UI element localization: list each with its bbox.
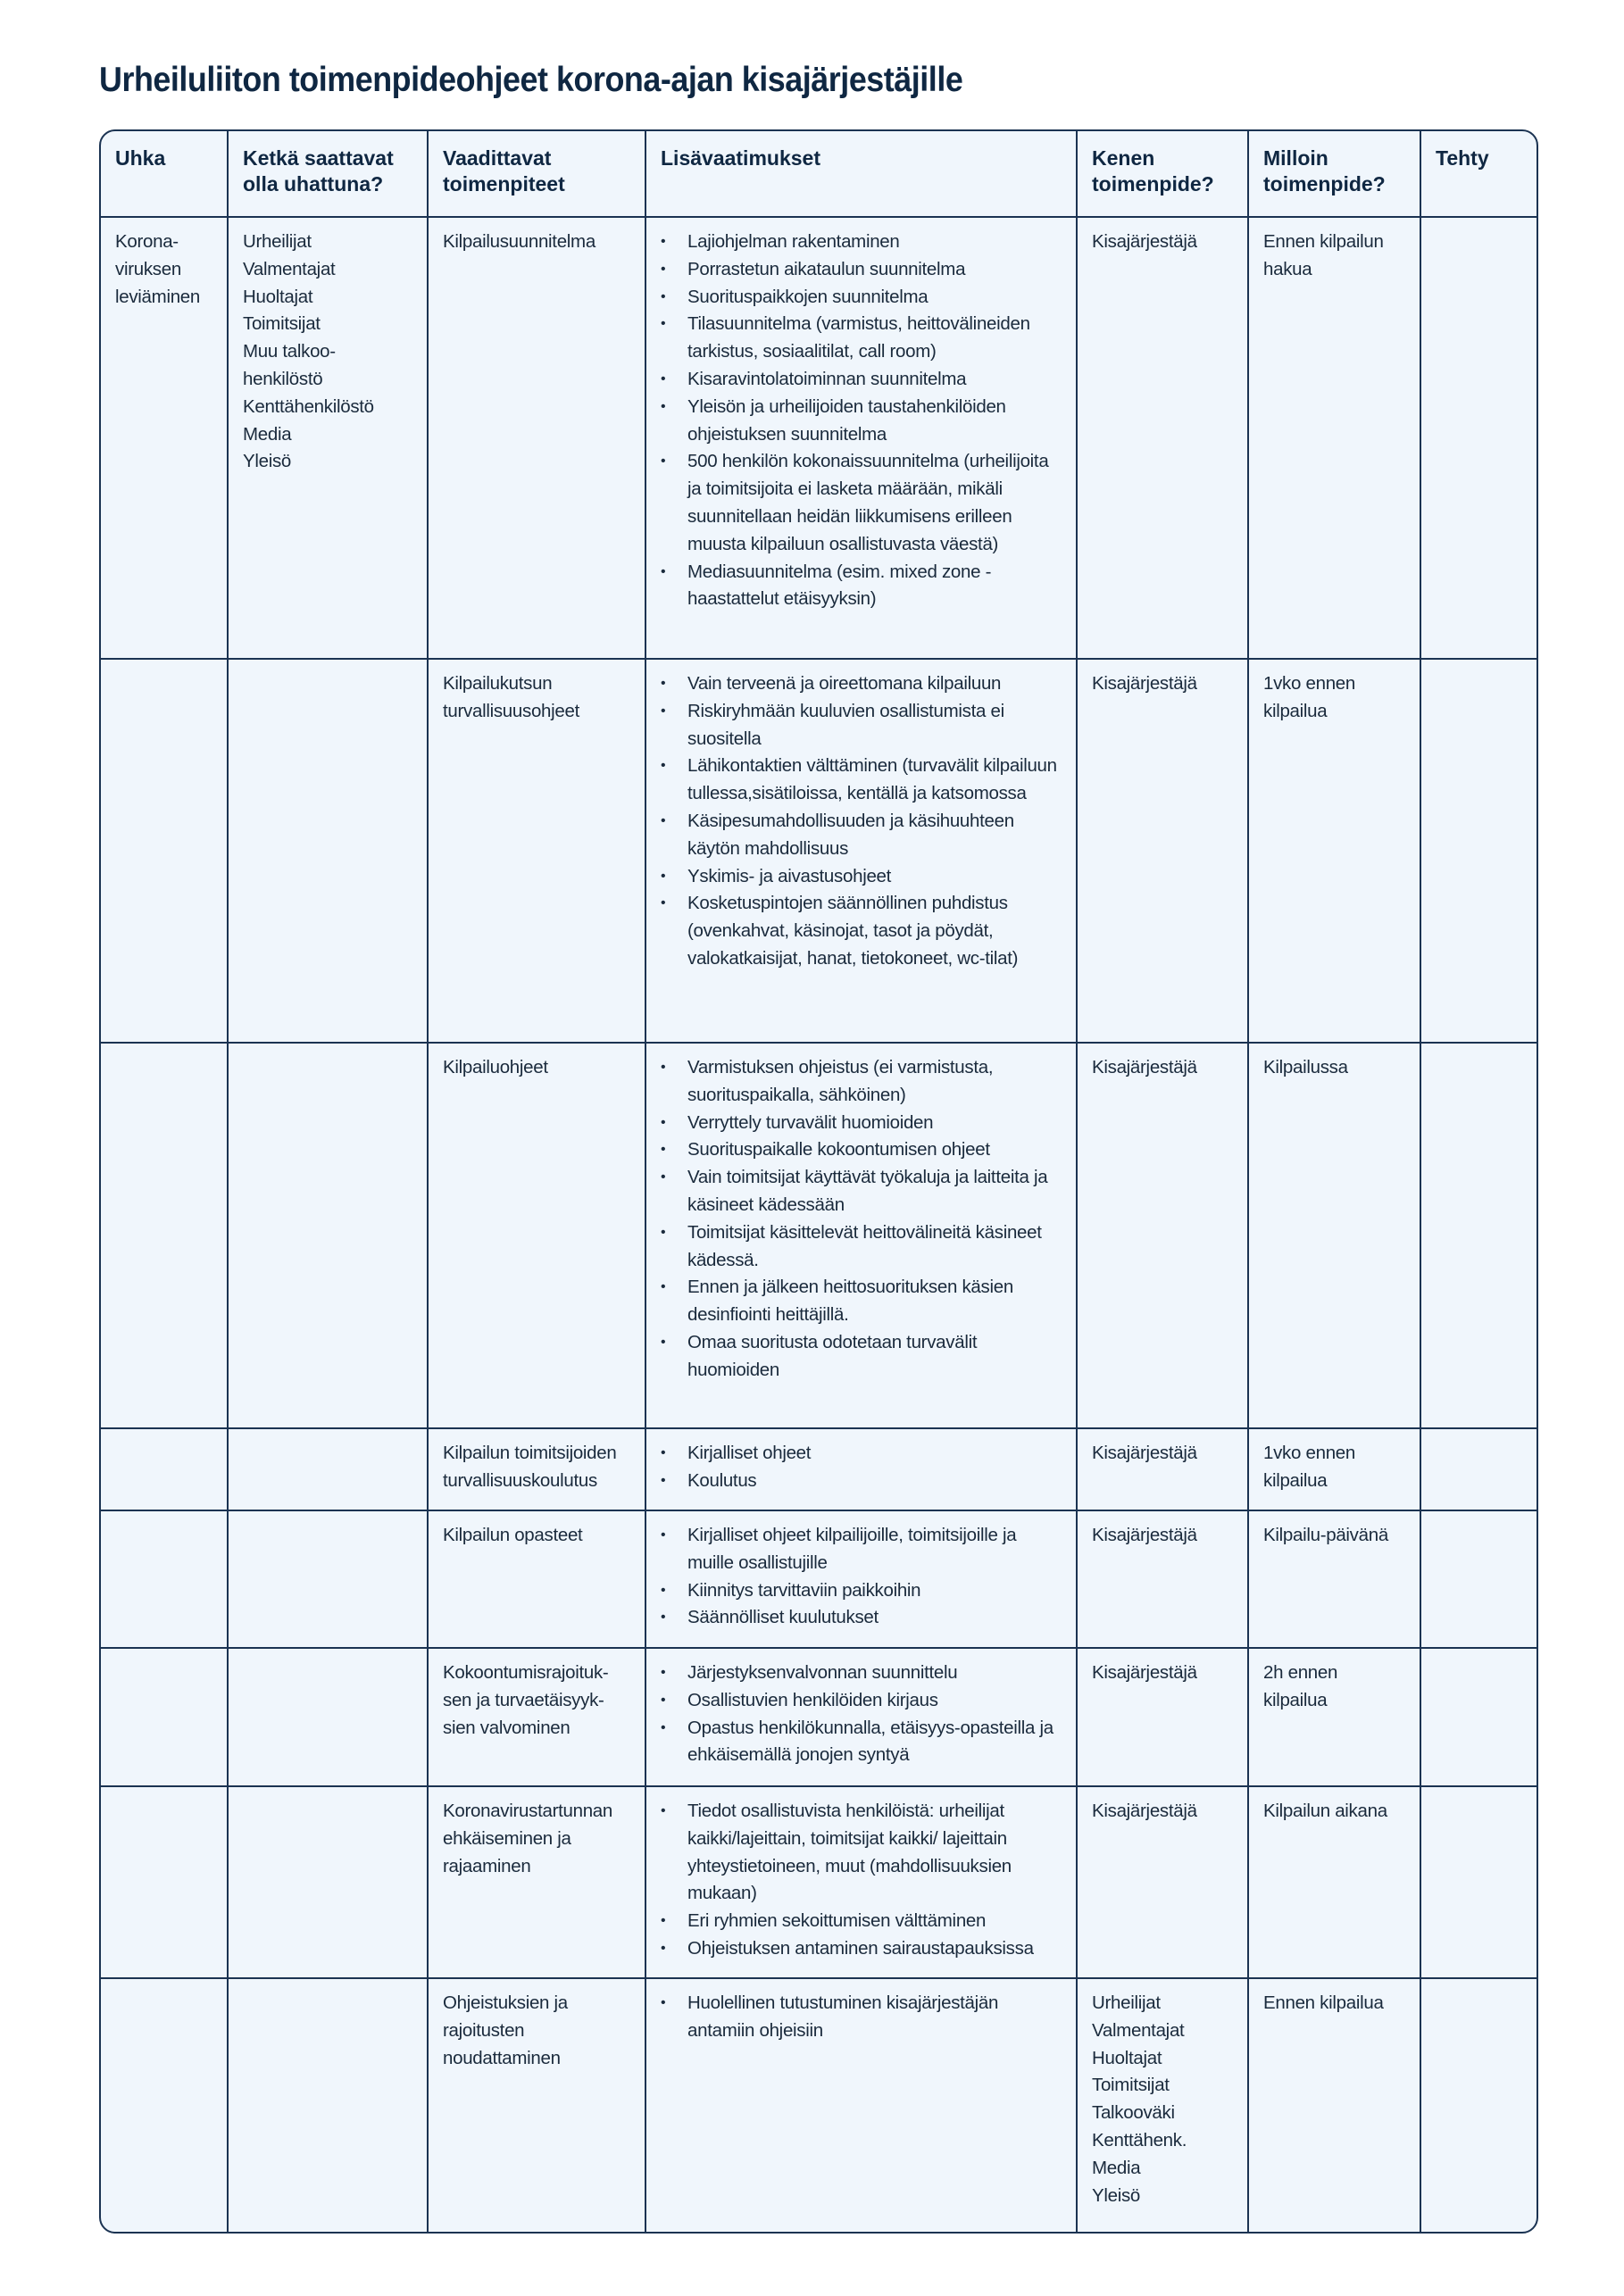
cell-who	[1077, 659, 1248, 1043]
requirement-item: • Eri ryhmien sekoittumisen välttäminen	[687, 1908, 1062, 1935]
cell-who	[1077, 1043, 1248, 1428]
requirement-item: • Järjestyksenvalvonnan suunnittelu	[687, 1660, 1062, 1687]
cell-when	[1248, 1786, 1420, 1978]
column-header-threat: Uhka	[101, 131, 228, 217]
requirement-item: • Yskimis- ja aivastusohjeet	[687, 863, 1062, 891]
cell-line: Kisajärjestäjä	[1092, 1662, 1197, 1683]
cell-threat	[101, 1786, 228, 1978]
cell-threat	[101, 1510, 228, 1648]
requirement-item: • Käsipesumahdollisuuden ja käsihuuhteen käytön mahdollisuus	[687, 808, 1062, 863]
requirement-item: • Riskiryhmään kuuluvien osallistumista ei suositella	[687, 698, 1062, 753]
cell-threat	[101, 1043, 228, 1428]
cell-at-risk	[228, 1510, 428, 1648]
table-row	[101, 1428, 1538, 1510]
cell-who	[1077, 1648, 1248, 1786]
cell-threat	[101, 1428, 228, 1510]
cell-line: Yleisö	[243, 451, 292, 472]
table-row	[101, 659, 1538, 1043]
cell-line: Toimitsijat	[1092, 2075, 1170, 2096]
cell-when	[1248, 1043, 1420, 1428]
cell-done	[1420, 1428, 1538, 1510]
cell-at-risk	[228, 1648, 428, 1786]
cell-requirements	[645, 217, 1077, 659]
table-row	[101, 1978, 1538, 2232]
cell-threat	[101, 1648, 228, 1786]
requirement-item: • Lähikontaktien välttäminen (turvavälit kilpailuun tullessa,sisätiloissa, kentällä ja katsomossa	[687, 753, 1062, 808]
cell-line: Kisajärjestäjä	[1092, 1443, 1197, 1463]
requirement-item: • Kiinnitys tarvittaviin paikkoihin	[687, 1577, 1062, 1605]
cell-done	[1420, 217, 1538, 659]
cell-at-risk	[228, 1043, 428, 1428]
requirements-list	[661, 1522, 1062, 1632]
table-row	[101, 1510, 1538, 1648]
table-row	[101, 1043, 1538, 1428]
page-title: Urheiluliiton toimenpideohjeet korona-ajan kisajärjestäjille	[99, 61, 963, 99]
cell-line: Huoltajat	[243, 286, 313, 307]
cell-line: Media	[243, 423, 292, 445]
requirement-item: • Opastus henkilökunnalla, etäisyys-opasteilla ja ehkäisemällä jonojen syntyä	[687, 1715, 1062, 1770]
requirement-item: • Ohjeistuksen antaminen sairaustapauksissa	[687, 1935, 1062, 1963]
requirement-item: • Suorituspaikalle kokoontumisen ohjeet	[687, 1136, 1062, 1164]
cell-line: Urheilijat	[1092, 1992, 1161, 2013]
cell-at-risk	[228, 659, 428, 1043]
cell-when	[1248, 1978, 1420, 2232]
cell-measure: Kilpailun toimitsijoiden turvallisuuskoulutus	[428, 1428, 645, 1510]
cell-when	[1248, 1428, 1420, 1510]
requirement-item: • Omaa suoritusta odotetaan turvavälit huomioiden	[687, 1329, 1062, 1385]
cell-line: Kisajärjestäjä	[1092, 1801, 1197, 1821]
cell-done	[1420, 1648, 1538, 1786]
table-row	[101, 1648, 1538, 1786]
cell-when	[1248, 1510, 1420, 1648]
cell-line: Kisajärjestäjä	[1092, 1525, 1197, 1545]
requirements-list	[661, 1054, 1062, 1385]
cell-line: Kilpailun aikana	[1263, 1801, 1387, 1821]
cell-line: Muu talkoo-henkilöstö	[243, 341, 336, 389]
requirements-list	[661, 1660, 1062, 1769]
cell-at-risk	[228, 1428, 428, 1510]
cell-line: Kisajärjestäjä	[1092, 1057, 1197, 1077]
cell-line: Kilpailussa	[1263, 1057, 1348, 1077]
cell-done	[1420, 659, 1538, 1043]
cell-who	[1077, 1510, 1248, 1648]
table-row	[101, 1786, 1538, 1978]
cell-done	[1420, 1043, 1538, 1428]
requirement-item: • Kirjalliset ohjeet	[687, 1440, 1062, 1468]
cell-who	[1077, 217, 1248, 659]
cell-line: Huoltajat	[1092, 2047, 1162, 2068]
cell-line: Kenttähenk.	[1092, 2129, 1187, 2150]
requirement-item: • Kirjalliset ohjeet kilpailijoille, toimitsijoille ja muille osallistujille	[687, 1522, 1062, 1577]
cell-threat	[101, 659, 228, 1043]
cell-line: Valmentajat	[243, 258, 336, 279]
requirement-item: • Verryttely turvavälit huomioiden	[687, 1110, 1062, 1137]
requirements-list	[661, 229, 1062, 613]
cell-when	[1248, 217, 1420, 659]
column-header-at-risk: Ketkä saattavat olla uhattuna?	[228, 131, 428, 217]
cell-line: Media	[1092, 2157, 1141, 2178]
requirement-item: • Yleisön ja urheilijoiden taustahenkilöiden ohjeistuksen suunnitelma	[687, 394, 1062, 449]
cell-at-risk	[228, 1978, 428, 2232]
requirement-item: • Kisaravintolatoiminnan suunnitelma	[687, 366, 1062, 394]
cell-line: Yleisö	[1092, 2184, 1141, 2206]
requirement-item: • Porrastetun aikataulun suunnitelma	[687, 256, 1062, 284]
cell-requirements	[645, 1978, 1077, 2232]
requirement-item: • Tiedot osallistuvista henkilöistä: urheilijat kaikki/lajeittain, toimitsijat kaikki/ lajeittain yhteystietoineen, muut (mahdollisuuksien mukaan)	[687, 1798, 1062, 1908]
requirements-list	[661, 1990, 1062, 2045]
cell-line: 2h ennen kilpailua	[1263, 1662, 1338, 1710]
cell-threat: Korona-viruksen leviäminen	[101, 217, 228, 659]
cell-who	[1077, 1428, 1248, 1510]
requirement-item: • Toimitsijat käsittelevät heittovälineitä käsineet kädessä.	[687, 1219, 1062, 1275]
table-header-row	[101, 131, 1538, 217]
cell-line: Ennen kilpailua	[1263, 1992, 1384, 2013]
cell-done	[1420, 1786, 1538, 1978]
cell-line: Urheilijat	[243, 231, 312, 252]
cell-who	[1077, 1978, 1248, 2232]
requirement-item: • Säännölliset kuulutukset	[687, 1604, 1062, 1632]
requirement-item: • Vain toimitsijat käyttävät työkaluja ja laitteita ja käsineet kädessään	[687, 1164, 1062, 1219]
cell-line: Ennen kilpailun hakua	[1263, 231, 1384, 279]
column-header-measures: Vaadittavat toimenpiteet	[428, 131, 645, 217]
cell-line: 1vko ennen kilpailua	[1263, 673, 1356, 721]
cell-line: Toimitsijat	[243, 313, 321, 335]
cell-when	[1248, 1648, 1420, 1786]
requirement-item: • Koulutus	[687, 1468, 1062, 1495]
cell-measure: Koronavirustartunnan ehkäiseminen ja rajaaminen	[428, 1786, 645, 1978]
cell-line: Kilpailu-päivänä	[1263, 1525, 1388, 1545]
requirement-item: • Mediasuunnitelma (esim. mixed zone -haastattelut etäisyyksin)	[687, 559, 1062, 614]
cell-threat	[101, 1978, 228, 2232]
requirement-item: • Tilasuunnitelma (varmistus, heittovälineiden tarkistus, sosiaalitilat, call room)	[687, 311, 1062, 366]
cell-done	[1420, 1510, 1538, 1648]
cell-measure: Kilpailun opasteet	[428, 1510, 645, 1648]
requirement-item: • Suorituspaikkojen suunnitelma	[687, 284, 1062, 312]
cell-when	[1248, 659, 1420, 1043]
cell-measure: Kilpailusuunnitelma	[428, 217, 645, 659]
column-header-who: Kenen toimenpide?	[1077, 131, 1248, 217]
requirements-list	[661, 670, 1062, 973]
requirements-list	[661, 1798, 1062, 1963]
requirement-item: • Huolellinen tutustuminen kisajärjestäjän antamiin ohjeisiin	[687, 1990, 1062, 2045]
cell-requirements	[645, 1648, 1077, 1786]
cell-line: Kisajärjestäjä	[1092, 231, 1197, 252]
cell-line: Kenttähenkilöstö	[243, 395, 374, 417]
cell-measure: Kilpailuohjeet	[428, 1043, 645, 1428]
cell-measure: Ohjeistuksien ja rajoitusten noudattaminen	[428, 1978, 645, 2232]
cell-measure: Kilpailukutsun turvallisuusohjeet	[428, 659, 645, 1043]
requirement-item: • Kosketuspintojen säännöllinen puhdistus (ovenkahvat, käsinojat, tasot ja pöydät, valokatkaisijat, hanat, tietokoneet, wc-tilat)	[687, 890, 1062, 972]
measures-table-container	[99, 129, 1538, 2234]
cell-requirements	[645, 659, 1077, 1043]
cell-line: Talkooväki	[1092, 2102, 1175, 2124]
requirement-item: • Lajiohjelman rakentaminen	[687, 229, 1062, 256]
cell-measure: Kokoontumisrajoituk-sen ja turvaetäisyyk-sien valvominen	[428, 1648, 645, 1786]
cell-at-risk	[228, 1786, 428, 1978]
cell-done	[1420, 1978, 1538, 2232]
cell-line: Valmentajat	[1092, 2019, 1185, 2041]
cell-requirements	[645, 1786, 1077, 1978]
column-header-done: Tehty	[1420, 131, 1538, 217]
cell-at-risk	[228, 217, 428, 659]
cell-line: Kisajärjestäjä	[1092, 673, 1197, 694]
cell-requirements	[645, 1043, 1077, 1428]
column-header-requirements: Lisävaatimukset	[645, 131, 1077, 217]
column-header-when: Milloin toimenpide?	[1248, 131, 1420, 217]
requirement-item: • Ennen ja jälkeen heittosuorituksen käsien desinfiointi heittäjillä.	[687, 1274, 1062, 1329]
table-row	[101, 217, 1538, 659]
requirement-item: • Vain terveenä ja oireettomana kilpailuun	[687, 670, 1062, 698]
cell-line: 1vko ennen kilpailua	[1263, 1443, 1356, 1491]
cell-who	[1077, 1786, 1248, 1978]
cell-requirements	[645, 1510, 1077, 1648]
requirements-list	[661, 1440, 1062, 1495]
requirement-item: • Osallistuvien henkilöiden kirjaus	[687, 1687, 1062, 1715]
measures-table	[101, 131, 1538, 2232]
requirement-item: • Varmistuksen ohjeistus (ei varmistusta, suorituspaikalla, sähköinen)	[687, 1054, 1062, 1110]
requirement-item: • 500 henkilön kokonaissuunnitelma (urheilijoita ja toimitsijoita ei lasketa määrään, mikäli suunnitellaan heidän liikkumisens erilleen muusta kilpailuun osallistuvasta väestä)	[687, 448, 1062, 558]
cell-requirements	[645, 1428, 1077, 1510]
